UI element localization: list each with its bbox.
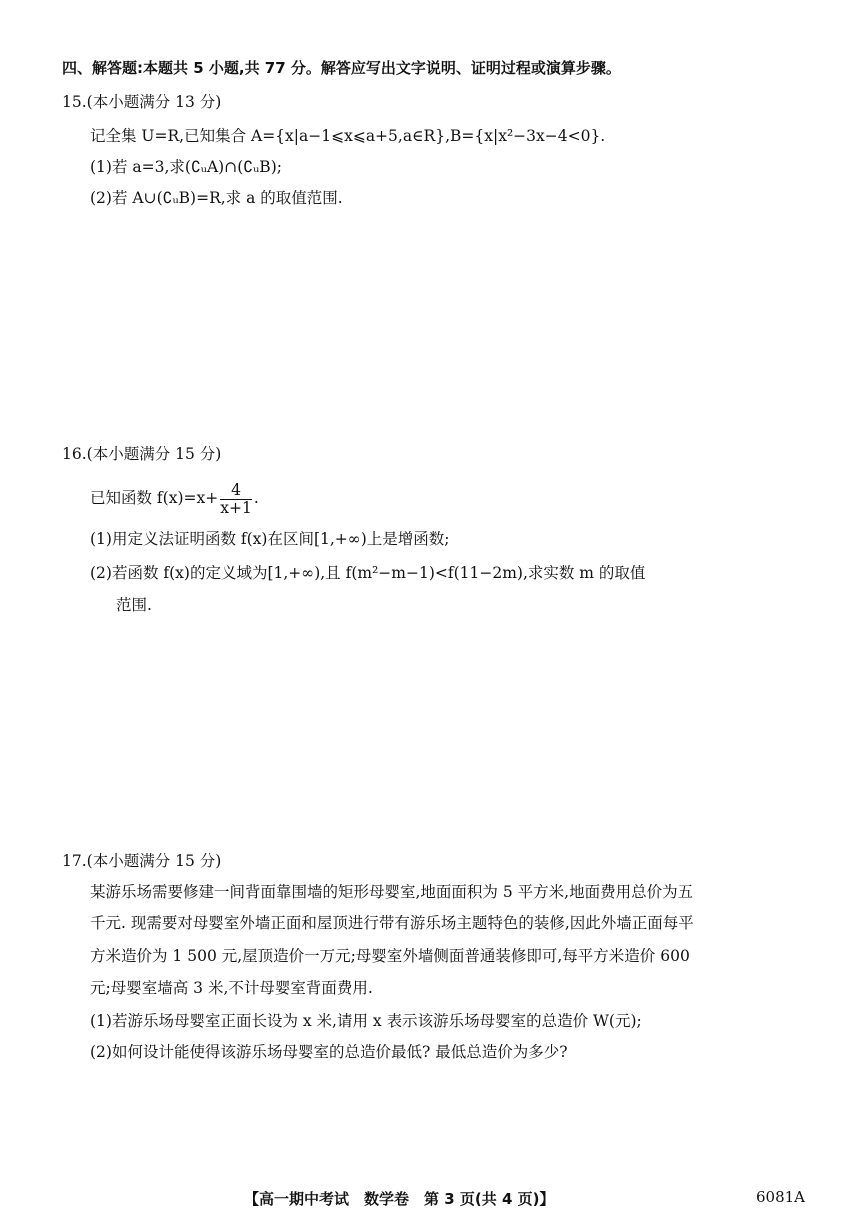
q16-stem [90,478,259,518]
q16-part1: (1)用定义法证明函数 f(x)在区间[1,+∞)上是增函数; [90,530,450,548]
q15-part2: (2)若 A∪(∁ᵤB)=R,求 a 的取值范围. [90,189,343,207]
q15-label: 15.(本小题满分 13 分) [62,93,222,111]
q16-part2-line2: 范围. [116,596,152,614]
q17-line1: 某游乐场需要修建一间背面靠围墙的矩形母婴室,地面面积为 5 平方米,地面费用总价为五 [90,883,694,901]
q17-part2: (2)如何设计能使得该游乐场母婴室的总造价最低? 最低总造价为多少? [90,1043,568,1061]
q17-part1: (1)若游乐场母婴室正面长设为 x 米,请用 x 表示该游乐场母婴室的总造价 W(元); [90,1012,642,1030]
q17-line3: 方米造价为 1 500 元,屋顶造价一万元;母婴室外墙侧面普通装修即可,每平方米造价 600 [90,947,690,965]
q16-frac-numerator: 4 [220,482,252,500]
q16-label: 16.(本小题满分 15 分) [62,445,222,463]
q16-fraction [220,482,252,517]
section-header: 四、解答题:本题共 5 小题,共 77 分。解答应写出文字说明、证明过程或演算步骤。 [62,59,621,77]
q16-part2-line1: (2)若函数 f(x)的定义域为[1,+∞),且 f(m²−m−1)<f(11−2m),求实数 m 的取值 [90,564,646,582]
q16-stem-prefix: 已知函数 f(x)=x+ [90,489,219,507]
page-footer-label: 【高一期中考试 数学卷 第 3 页(共 4 页)】 [244,1190,555,1208]
q15-stem: 记全集 U=R,已知集合 A={x|a−1⩽x⩽a+5,a∈R},B={x|x²−3x−4<0}. [90,127,606,145]
q17-label: 17.(本小题满分 15 分) [62,852,222,870]
q16-frac-denominator: x+1 [220,498,252,517]
page-footer-code: 6081A [756,1188,806,1206]
q15-part1: (1)若 a=3,求(∁ᵤA)∩(∁ᵤB); [90,158,282,176]
q16-stem-suffix: . [253,489,259,507]
q17-line2: 千元. 现需要对母婴室外墙正面和屋顶进行带有游乐场主题特色的装修,因此外墙正面每平 [90,914,694,932]
q17-line4: 元;母婴室墙高 3 米,不计母婴室背面费用. [90,979,373,997]
